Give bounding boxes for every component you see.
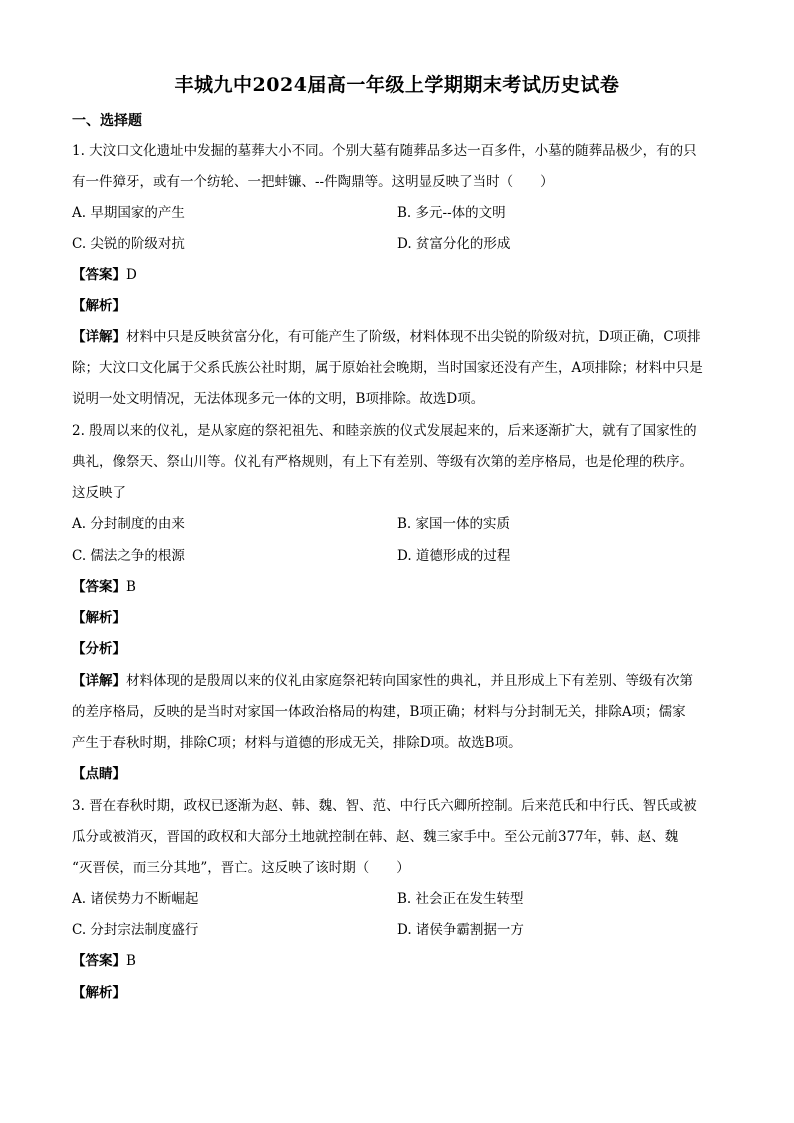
detail-tag: 【详解】 [72, 329, 126, 345]
q2-option-a: A. 分封制度的由来 [72, 516, 185, 532]
q2-option-c: C. 儒法之争的根源 [72, 548, 185, 564]
q1-option-b: B. 多元--体的文明 [397, 205, 506, 221]
answer-value: D [126, 267, 137, 283]
section-heading: 一、选择题 [72, 113, 142, 129]
q2-detail-line-2: 的差序格局，反映的是当时对家国一体政治格局的构建，B项正确；材料与分封制无关，排除A项；儒家 [72, 704, 686, 720]
q2-detail-line-1 [72, 671, 722, 691]
q3-option-c: C. 分封宗法制度盛行 [72, 922, 199, 938]
answer-tag: 【答案】 [72, 267, 126, 283]
detail-text: 材料中只是反映贫富分化，有可能产生了阶级，材料体现不出尖锐的阶级对抗，D项正确，C项排 [126, 329, 701, 345]
q3-answer [72, 951, 722, 971]
q1-stem-line-1: 1. 大汶口文化遗址中发掘的墓葬大小不同。个别大墓有随葬品多达一百多件，小墓的随葬品极少，有的只 [72, 143, 697, 159]
answer-tag: 【答案】 [72, 953, 126, 969]
q1-answer [72, 265, 722, 285]
q2-option-b: B. 家国一体的实质 [397, 516, 511, 532]
q1-detail-line-3: 说明一处文明情况，无法体现多元一体的文明，B项排除。故选D项。 [72, 391, 485, 407]
q3-stem-line-1: 3. 晋在春秋时期，政权已逐渐为赵、韩、魏、智、范、中行氏六卿所控制。后来范氏和中行氏、智氏或被 [72, 798, 697, 814]
q1-analysis-tag: 【解析】 [72, 298, 126, 314]
q1-option-a: A. 早期国家的产生 [72, 205, 185, 221]
q1-stem-line-2: 有一件獐牙，或有一个纺轮、一把蚌镰、--件陶鼎等。这明显反映了当时（ ） [72, 174, 554, 190]
q1-option-d: D. 贫富分化的形成 [397, 236, 511, 252]
answer-tag: 【答案】 [72, 579, 126, 595]
answer-value: B [126, 953, 136, 969]
detail-text: 材料体现的是殷周以来的仪礼由家庭祭祀转向国家性的典礼，并且形成上下有差别、等级有次第 [126, 673, 693, 689]
q2-option-d: D. 道德形成的过程 [397, 548, 511, 564]
q1-detail-line-1 [72, 327, 722, 347]
q2-analysis-tag: 【解析】 [72, 610, 126, 626]
q2-detail-line-3: 产生于春秋时期，排除C项；材料与道德的形成无关，排除D项。故选B项。 [72, 735, 522, 751]
q3-stem-line-3: “灭晋侯，而三分其地”，晋亡。这反映了该时期（ ） [72, 860, 410, 876]
detail-tag: 【详解】 [72, 673, 126, 689]
q3-option-a: A. 诸侯势力不断崛起 [72, 891, 199, 907]
q1-detail-line-2: 除；大汶口文化属于父系氏族公社时期，属于原始社会晚期，当时国家还没有产生，A项排除；材料中只是 [72, 360, 703, 376]
q2-stem-line-1: 2. 殷周以来的仪礼，是从家庭的祭祀祖先、和睦亲族的仪式发展起来的，后来逐渐扩大，就有了国家性的 [72, 423, 697, 439]
q3-analysis-tag: 【解析】 [72, 985, 126, 1001]
q3-option-d: D. 诸侯争霸割据一方 [397, 922, 524, 938]
answer-value: B [126, 579, 136, 595]
q2-stem-line-3: 这反映了 [72, 485, 126, 501]
exam-title: 丰城九中2024届高一年级上学期期末考试历史试卷 [174, 74, 620, 96]
q2-dianjing-tag: 【点睛】 [72, 766, 126, 782]
q3-stem-line-2: 瓜分或被消灭，晋国的政权和大部分土地就控制在韩、赵、魏三家手中。至公元前377年，韩、赵、魏 [72, 829, 679, 845]
q2-stem-line-2: 典礼，像祭天、祭山川等。仪礼有严格规则，有上下有差别、等级有次第的差序格局，也是伦理的秩序。 [72, 454, 693, 470]
q1-option-c: C. 尖锐的阶级对抗 [72, 236, 185, 252]
q3-option-b: B. 社会正在发生转型 [397, 891, 524, 907]
q2-answer [72, 577, 722, 597]
q2-fenxi-tag: 【分析】 [72, 641, 126, 657]
